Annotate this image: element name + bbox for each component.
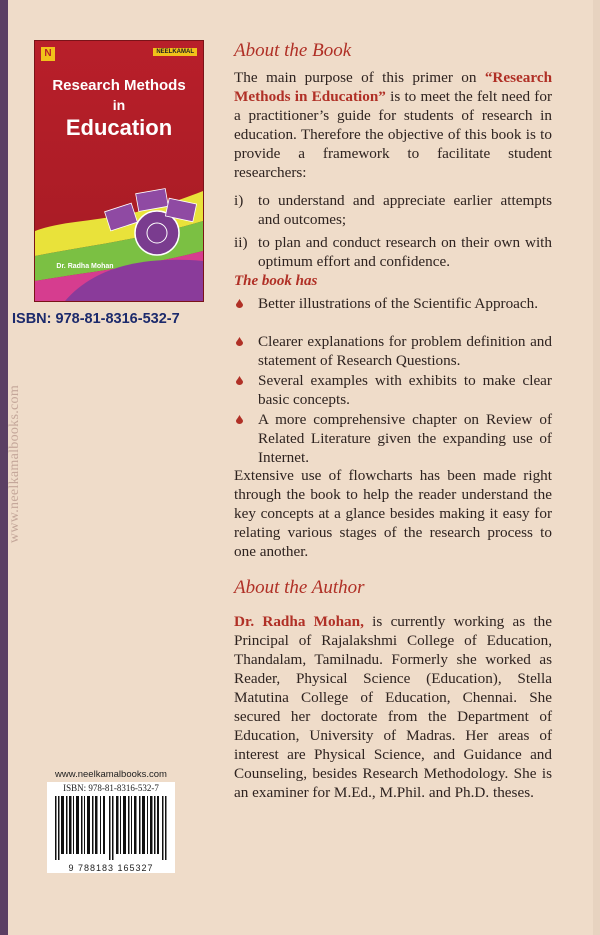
feature-text: Better illustrations of the Scientific Approach.	[258, 295, 539, 312]
feature-text: Several examples with exhibits to make clear basic concepts.	[258, 372, 552, 408]
feature-item	[234, 332, 552, 370]
publisher-logo-icon: N	[41, 47, 55, 61]
objective-number: i)	[234, 192, 244, 209]
cover-title-line1: Research Methods	[52, 77, 186, 94]
page-edge	[593, 0, 600, 935]
red-drop-bullet-icon	[236, 337, 243, 346]
objective-number: ii)	[234, 234, 248, 251]
cover-author: Dr. Radha Mohan	[56, 263, 114, 270]
cover-title-line3: Education	[65, 115, 173, 140]
feature-item	[234, 371, 552, 409]
spine-website: www.neelkamalbooks.com	[7, 384, 22, 544]
barcode-digits: 9 788183 165327	[68, 863, 154, 873]
book-has-heading: The book has	[234, 273, 318, 289]
about-book-closing: Extensive use of flowcharts has been made right through the book to help the reader understand the key concepts at a glance besides making it easy for relating various stages of the research process to one another.	[234, 467, 552, 560]
barcode-website: www.neelkamalbooks.com	[55, 769, 167, 780]
cover-title-line2: in	[112, 97, 126, 113]
intro-rest: is to meet the felt need for a practitioner’s guide for students of research in education. Therefore the objective of this book is to provide a framework to facilitate student researchers:	[234, 88, 552, 181]
book-cover-thumbnail	[34, 40, 204, 302]
about-book-intro	[234, 68, 552, 182]
about-author-heading: About the Author	[234, 577, 365, 598]
objective-item	[234, 233, 552, 271]
red-drop-bullet-icon	[236, 376, 243, 385]
barcode-bars	[55, 796, 167, 860]
red-drop-bullet-icon	[236, 299, 243, 308]
objective-item	[234, 191, 552, 229]
cover-brand-label: NEELKAMAL	[153, 48, 197, 56]
about-author-bio	[234, 612, 552, 802]
author-name: Dr. Radha Mohan,	[234, 613, 364, 630]
feature-item	[234, 294, 552, 313]
barcode-label	[47, 782, 175, 873]
isbn-label: ISBN: 978-81-8316-532-7	[12, 311, 180, 327]
intro-start: The main purpose of this primer on	[234, 69, 477, 86]
feature-item	[234, 410, 552, 467]
red-drop-bullet-icon	[236, 415, 243, 424]
feature-text: Clearer explanations for problem definition and statement of Research Questions.	[258, 333, 552, 369]
barcode-area	[46, 769, 176, 873]
intro-book-title: “Research Methods in Education”	[234, 69, 553, 105]
author-bio-text: is currently working as the Principal of Rajalakshmi College of Education, Thandalam, Tamilnadu. Formerly she worked as Reader, Physical Science (Education), Stella Matutina College of Education, Chennai. She secured her doctorate from the Department of Education, University of Madras. Her areas of interest are Physical Science, and Guidance and Counseling, besides Research Methodology. She is an examiner for M.Ed., M.Phil. and Ph.D. theses.	[234, 613, 552, 801]
objective-text: to understand and appreciate earlier attempts and outcomes;	[258, 192, 552, 228]
barcode-isbn: ISBN: 978-81-8316-532-7	[63, 783, 159, 793]
objective-text: to plan and conduct research on their own with optimum effort and confidence.	[258, 234, 552, 270]
cover-artwork	[35, 161, 203, 301]
about-book-heading: About the Book	[234, 40, 352, 61]
feature-text: A more comprehensive chapter on Review of Related Literature given the expanding use of Internet.	[258, 411, 552, 466]
